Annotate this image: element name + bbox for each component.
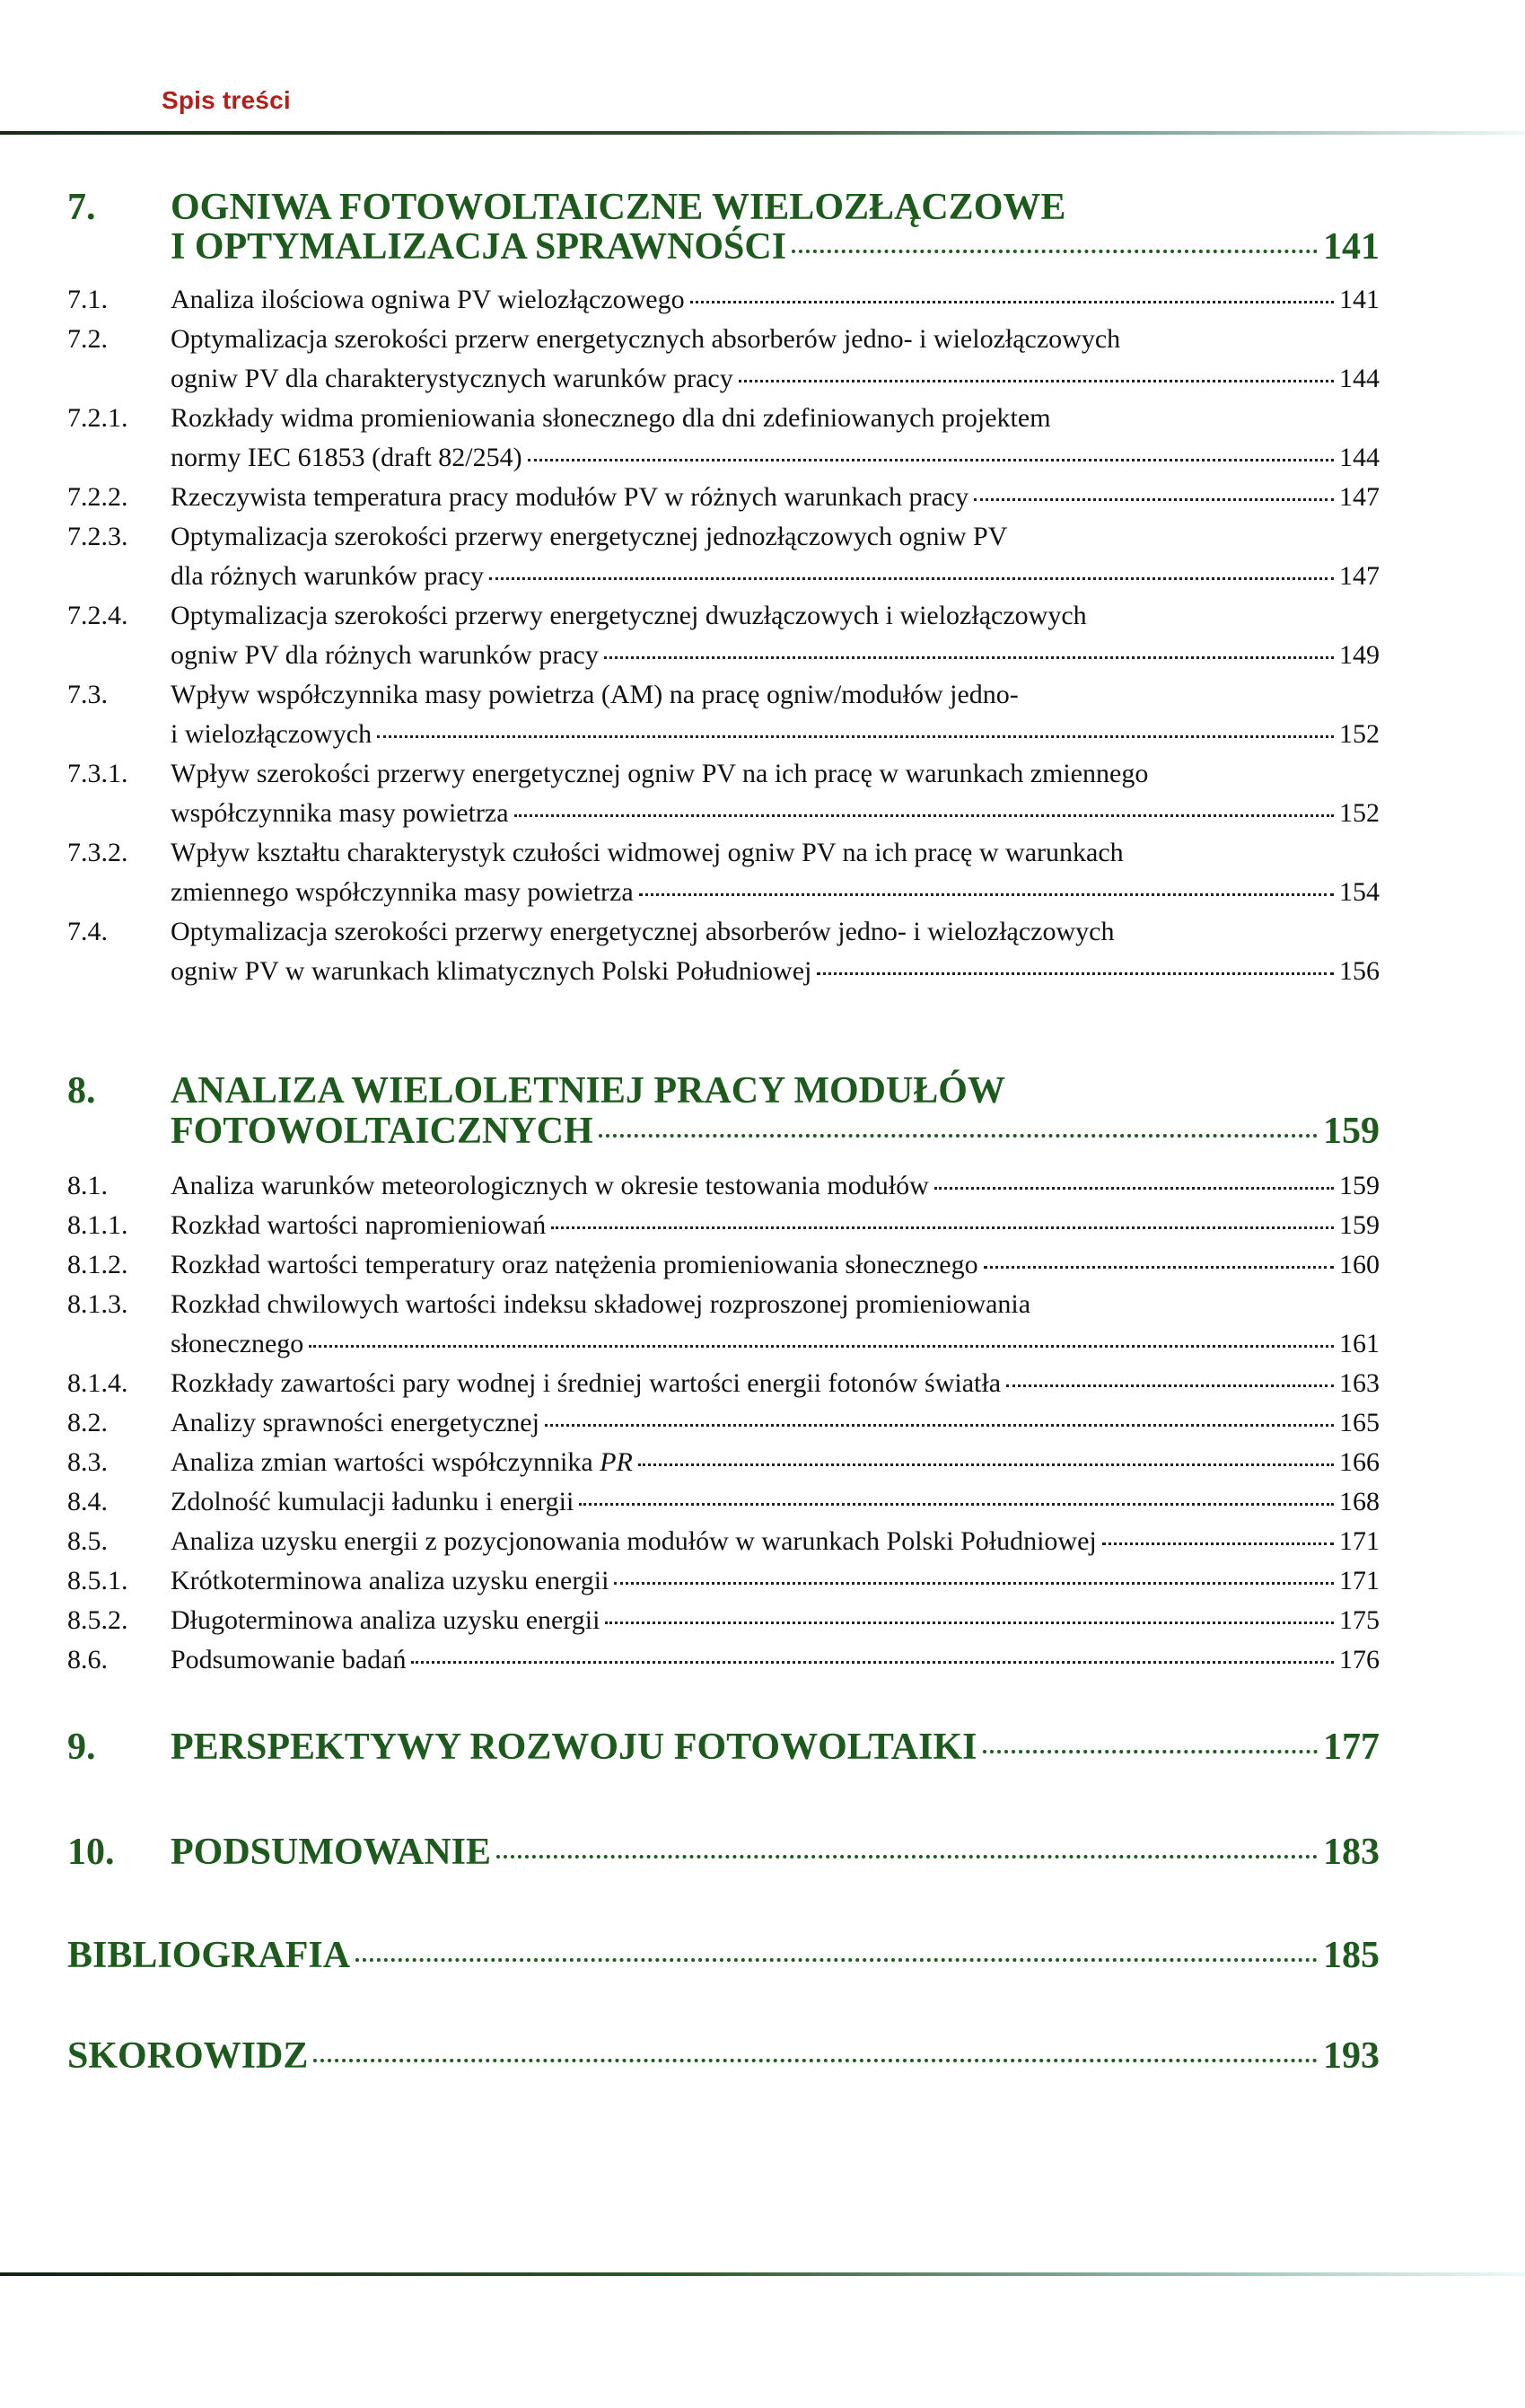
- chapter-number: 10.: [67, 1832, 115, 1873]
- toc-entry-8-1-3-cont[interactable]: [0, 1324, 1525, 1364]
- chapter-number: 7.: [67, 187, 96, 228]
- toc-entry-8-4[interactable]: [0, 1482, 1525, 1522]
- toc-entry-7-3-1[interactable]: [0, 754, 1525, 794]
- section-title: Optymalizacja szerokości przerwy energetycznej dwuzłączowych i wielozłączowych: [171, 601, 1087, 630]
- bibliography-heading[interactable]: [0, 1936, 1525, 1975]
- chapter-title: SKOROWIDZ: [67, 2035, 309, 2077]
- toc-entry-8-5-2[interactable]: [0, 1601, 1525, 1640]
- page-number: 149: [1339, 640, 1380, 670]
- chapter-title: BIBLIOGRAFIA: [67, 1935, 351, 1976]
- section-title: Długoterminowa analiza uzysku energii: [171, 1605, 600, 1635]
- section-title: Wpływ szerokości przerwy energetycznej ogniw PV na ich pracę w warunkach zmiennego: [171, 759, 1149, 788]
- dot-leader: [792, 250, 1318, 253]
- toc-entry-8-1-3[interactable]: [0, 1285, 1525, 1324]
- toc-entry-8-1-2[interactable]: [0, 1245, 1525, 1285]
- chapter-title: PODSUMOWANIE: [171, 1832, 492, 1873]
- section-number: 8.6.: [67, 1645, 108, 1674]
- toc-entry-8-3[interactable]: [0, 1443, 1525, 1482]
- dot-leader: [514, 814, 1334, 817]
- toc-entry-7-2-cont[interactable]: [0, 359, 1525, 399]
- toc-entry-7-3-2-cont[interactable]: [0, 873, 1525, 912]
- page-number: 177: [1323, 1727, 1380, 1768]
- page-number: 141: [1339, 285, 1380, 314]
- page-number: 141: [1323, 226, 1380, 268]
- toc-entry-8-5[interactable]: [0, 1522, 1525, 1561]
- section-title: Rozkłady widma promieniowania słonecznego dla dni zdefiniowanych projektem: [171, 403, 1051, 433]
- toc-entry-8-2[interactable]: [0, 1403, 1525, 1443]
- toc-entry-7-2-2[interactable]: [0, 478, 1525, 517]
- dot-leader: [579, 1503, 1334, 1506]
- dot-leader: [605, 1621, 1334, 1624]
- section-number: 7.2.1.: [67, 403, 128, 433]
- dot-leader: [545, 1424, 1334, 1427]
- section-number: 8.5.1.: [67, 1566, 128, 1595]
- section-number: 7.2.4.: [67, 601, 128, 630]
- section-number: 7.3.1.: [67, 759, 128, 788]
- section-number: 7.2.2.: [67, 482, 128, 512]
- page-number: 161: [1339, 1329, 1380, 1358]
- section-title: dla różnych warunków pracy: [171, 561, 485, 591]
- chapter-title: OGNIWA FOTOWOLTAICZNE WIELOZŁĄCZOWE: [171, 187, 1066, 228]
- dot-leader: [638, 1463, 1334, 1466]
- dot-leader: [309, 1345, 1334, 1348]
- section-title: Analiza zmian wartości współczynnika: [171, 1447, 600, 1477]
- dot-leader: [355, 1958, 1318, 1962]
- section-number: 7.2.: [67, 324, 108, 354]
- toc-entry-8-1-4[interactable]: [0, 1364, 1525, 1403]
- toc-entry-7-2-4[interactable]: [0, 596, 1525, 636]
- chapter-heading-7[interactable]: [0, 188, 1525, 227]
- section-number: 8.1.: [67, 1171, 108, 1200]
- section-title: Rozkład wartości temperatury oraz natężenia promieniowania słonecznego: [171, 1250, 978, 1279]
- section-title: Optymalizacja szerokości przerw energetycznych absorberów jedno- i wielozłączowych: [171, 324, 1121, 354]
- section-number: 8.3.: [67, 1447, 108, 1477]
- dot-leader: [817, 972, 1334, 975]
- page-number: 159: [1323, 1111, 1380, 1152]
- chapter-heading-7-cont[interactable]: [0, 227, 1525, 267]
- page-number: 160: [1339, 1250, 1380, 1279]
- dot-leader: [984, 1266, 1334, 1269]
- section-title: Podsumowanie badań: [171, 1645, 407, 1674]
- section-number: 8.4.: [67, 1487, 108, 1516]
- toc-entry-7-2-1[interactable]: [0, 399, 1525, 438]
- page-number: 175: [1339, 1605, 1380, 1635]
- page-number: 152: [1339, 798, 1380, 828]
- section-title: ogniw PV dla różnych warunków pracy: [171, 640, 599, 670]
- section-title: Rozkład chwilowych wartości indeksu składowej rozproszonej promieniowania: [171, 1289, 1031, 1319]
- dot-leader: [690, 301, 1334, 303]
- toc-entry-7-4[interactable]: [0, 912, 1525, 952]
- page-number: 193: [1323, 2035, 1380, 2077]
- dot-leader: [739, 380, 1334, 382]
- section-title: Analizy sprawności energetycznej: [171, 1408, 539, 1437]
- dot-leader: [604, 656, 1334, 659]
- section-title: Rozkłady zawartości pary wodnej i średniej wartości energii fotonów światła: [171, 1368, 1002, 1398]
- section-title: zmiennego współczynnika masy powietrza: [171, 877, 634, 907]
- toc-entry-7-2[interactable]: [0, 320, 1525, 359]
- toc-entry-7-2-3-cont[interactable]: [0, 557, 1525, 596]
- toc-entry-7-2-4-cont[interactable]: [0, 636, 1525, 675]
- dot-leader: [1102, 1542, 1334, 1545]
- section-title: Zdolność kumulacji ładunku i energii: [171, 1487, 574, 1516]
- dot-leader: [639, 893, 1334, 896]
- page-number: 171: [1339, 1566, 1380, 1595]
- chapter-heading-10[interactable]: [0, 1832, 1525, 1872]
- section-title: Analiza warunków meteorologicznych w okresie testowania modułów: [171, 1171, 929, 1200]
- toc-entry-7-3-2[interactable]: [0, 833, 1525, 873]
- section-number: 7.3.: [67, 680, 108, 709]
- section-title: Optymalizacja szerokości przerwy energetycznej absorberów jedno- i wielozłączowych: [171, 917, 1115, 946]
- page-number: 185: [1323, 1935, 1380, 1976]
- section-title: Rozkład wartości napromieniowań: [171, 1210, 547, 1240]
- page-number: 147: [1339, 482, 1380, 512]
- chapter-title: I OPTYMALIZACJA SPRAWNOŚCI: [171, 226, 787, 268]
- section-number: 8.5.: [67, 1526, 108, 1556]
- chapter-heading-9[interactable]: [0, 1727, 1525, 1767]
- toc-entry-8-1[interactable]: [0, 1166, 1525, 1206]
- page-number: 144: [1339, 364, 1380, 393]
- dot-leader: [528, 459, 1334, 461]
- section-number: 8.1.2.: [67, 1250, 128, 1279]
- page-number: 176: [1339, 1645, 1380, 1674]
- page-number: 147: [1339, 561, 1380, 591]
- page-number: 166: [1339, 1447, 1380, 1477]
- section-title: słonecznego: [171, 1329, 304, 1358]
- page-number: 183: [1323, 1832, 1380, 1873]
- chapter-heading-8-cont[interactable]: [0, 1112, 1525, 1151]
- chapter-title: PERSPEKTYWY ROZWOJU FOTOWOLTAIKI: [171, 1727, 977, 1768]
- dot-leader: [974, 498, 1334, 501]
- section-title: i wielozłączowych: [171, 719, 372, 749]
- page-number: 159: [1339, 1171, 1380, 1200]
- section-title: Analiza uzysku energii z pozycjonowania modułów w warunkach Polski Południowej: [171, 1526, 1097, 1556]
- section-title: ogniw PV dla charakterystycznych warunków pracy: [171, 364, 733, 393]
- section-number: 8.2.: [67, 1408, 108, 1437]
- page-number: 163: [1339, 1368, 1380, 1398]
- toc-entry-7-1[interactable]: [0, 280, 1525, 320]
- page-number: 171: [1339, 1526, 1380, 1556]
- dot-leader: [599, 1134, 1318, 1138]
- section-title: Wpływ kształtu charakterystyk czułości widmowej ogniw PV na ich pracę w warunkach: [171, 838, 1124, 867]
- section-number: 7.2.3.: [67, 522, 128, 551]
- toc-entry-7-4-cont[interactable]: [0, 952, 1525, 991]
- chapter-number: 9.: [67, 1727, 96, 1768]
- footer-rule: [0, 2272, 1525, 2276]
- dot-leader: [1006, 1384, 1334, 1387]
- chapter-number: 8.: [67, 1070, 96, 1112]
- dot-leader: [411, 1661, 1334, 1664]
- toc-entry-8-5-1[interactable]: [0, 1561, 1525, 1601]
- dot-leader: [313, 2059, 1318, 2062]
- section-title: Wpływ współczynnika masy powietrza (AM) na pracę ogniw/modułów jedno-: [171, 680, 1019, 709]
- chapter-title: FOTOWOLTAICZNYCH: [171, 1111, 593, 1152]
- header-rule: [0, 131, 1525, 135]
- page-number: 144: [1339, 443, 1380, 472]
- section-title: współczynnika masy powietrza: [171, 798, 509, 828]
- running-head: Spis treści: [162, 86, 291, 114]
- section-title: Krótkoterminowa analiza uzysku energii: [171, 1566, 609, 1595]
- section-number: 7.4.: [67, 917, 108, 946]
- section-number: 8.1.1.: [67, 1210, 128, 1240]
- page-number: 168: [1339, 1487, 1380, 1516]
- section-title-symbol: PR: [600, 1447, 633, 1477]
- dot-leader: [614, 1582, 1334, 1585]
- toc-entry-8-6[interactable]: [0, 1640, 1525, 1680]
- section-title: Rzeczywista temperatura pracy modułów PV w różnych warunkach pracy: [171, 482, 969, 512]
- toc-entry-7-3-cont[interactable]: [0, 715, 1525, 754]
- page-number: 152: [1339, 719, 1380, 749]
- section-number: 7.3.2.: [67, 838, 128, 867]
- chapter-title: ANALIZA WIELOLETNIEJ PRACY MODUŁÓW: [171, 1070, 1005, 1112]
- section-number: 8.5.2.: [67, 1605, 128, 1635]
- index-heading[interactable]: [0, 2036, 1525, 2076]
- section-number: 7.1.: [67, 285, 108, 314]
- dot-leader: [551, 1226, 1334, 1229]
- section-title: Analiza ilościowa ogniwa PV wielozłączowego: [171, 285, 685, 314]
- section-title: normy IEC 61853 (draft 82/254): [171, 443, 522, 472]
- toc-entry-7-2-3[interactable]: [0, 517, 1525, 557]
- section-number: 8.1.4.: [67, 1368, 128, 1398]
- dot-leader: [934, 1187, 1334, 1190]
- page-number: 154: [1339, 877, 1380, 907]
- section-title: ogniw PV w warunkach klimatycznych Polski Południowej: [171, 956, 812, 986]
- toc-entry-7-3[interactable]: [0, 675, 1525, 715]
- page-number: 165: [1339, 1408, 1380, 1437]
- dot-leader: [983, 1750, 1319, 1753]
- page-number: 156: [1339, 956, 1380, 986]
- page-number: 159: [1339, 1210, 1380, 1240]
- chapter-heading-8[interactable]: [0, 1071, 1525, 1111]
- dot-leader: [377, 735, 1334, 738]
- toc-entry-7-3-1-cont[interactable]: [0, 794, 1525, 833]
- section-title: Optymalizacja szerokości przerwy energetycznej jednozłączowych ogniw PV: [171, 522, 1008, 551]
- dot-leader: [489, 577, 1334, 580]
- dot-leader: [496, 1855, 1318, 1859]
- toc-entry-8-1-1[interactable]: [0, 1206, 1525, 1245]
- section-number: 8.1.3.: [67, 1289, 128, 1319]
- toc-entry-7-2-1-cont[interactable]: [0, 438, 1525, 478]
